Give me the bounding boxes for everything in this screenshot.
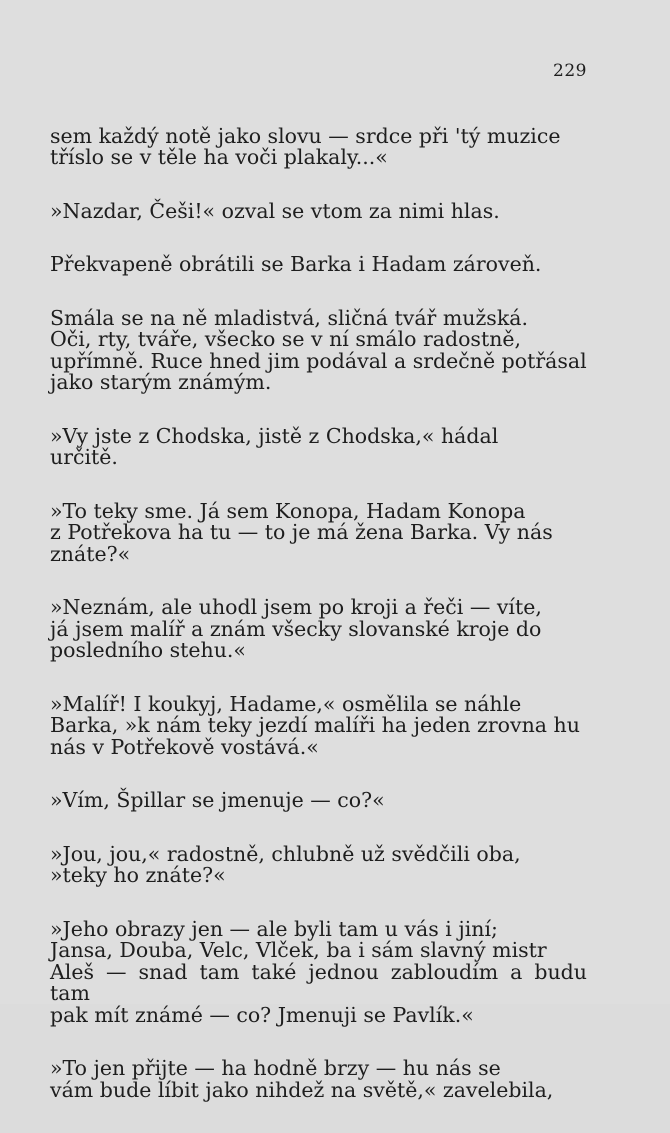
paragraph: »To teky sme. Já sem Konopa, Hadam Konopa z Potřekova ha tu — to je má žena Barka. Vy nás znáte?« — [50, 498, 553, 566]
paragraph: »Neznám, ale uhodl jsem po kroji a řeči — víte, já jsem malíř a znám všecky slovanské kroje do posledního stehu.« — [50, 595, 542, 662]
paragraph: »Vy jste z Chodska, jistě z Chodska,« hádal určitě. — [50, 423, 499, 469]
page-number: 229 — [553, 61, 587, 81]
paragraph: »Nazdar, Češi!« ozval se vtom za nimi hlas. — [50, 198, 500, 223]
paragraph: sem každý notě jako slovu — srdce při 'tý muzice tříslo se v těle ha voči plakaly...« — [50, 123, 561, 169]
paragraph: »Jeho obrazy jen — ale byli tam u vás i jiní; Jansa, Douba, Velc, Vlček, ba i sám slavný mistr Aleš — snad tam také jednou zabloudím a budu tam pak mít známé — co? Jmenuji se Pavlík.« — [50, 916, 587, 1027]
paragraph: Smála se na ně mladistvá, sličná tvář mužská. Oči, rty, tváře, všecko se v ní smálo radostně, upřímně. Ruce hned jim podával a srdečně potřásal jako starým známým. — [50, 305, 587, 394]
paragraph: Překvapeně obrátili se Barka i Hadam zároveň. — [50, 252, 542, 276]
paragraph: »Vím, Špillar se jmenuje — co?« — [50, 788, 385, 812]
paragraph: »To jen přijte — ha hodně brzy — hu nás se vám bude líbit jako nihdež na světě,« zavelebila, — [50, 1056, 554, 1102]
body-text — [50, 104, 587, 1133]
paragraph: »Malíř! I koukyj, Hadame,« osmělila se náhle Barka, »k nám teky jezdí malíři ha jeden zrovna hu nás v Potřekově vostává.« — [50, 691, 580, 759]
paragraph: »Jou, jou,« radostně, chlubně už svědčili oba, »teky ho znáte?« — [50, 841, 521, 887]
